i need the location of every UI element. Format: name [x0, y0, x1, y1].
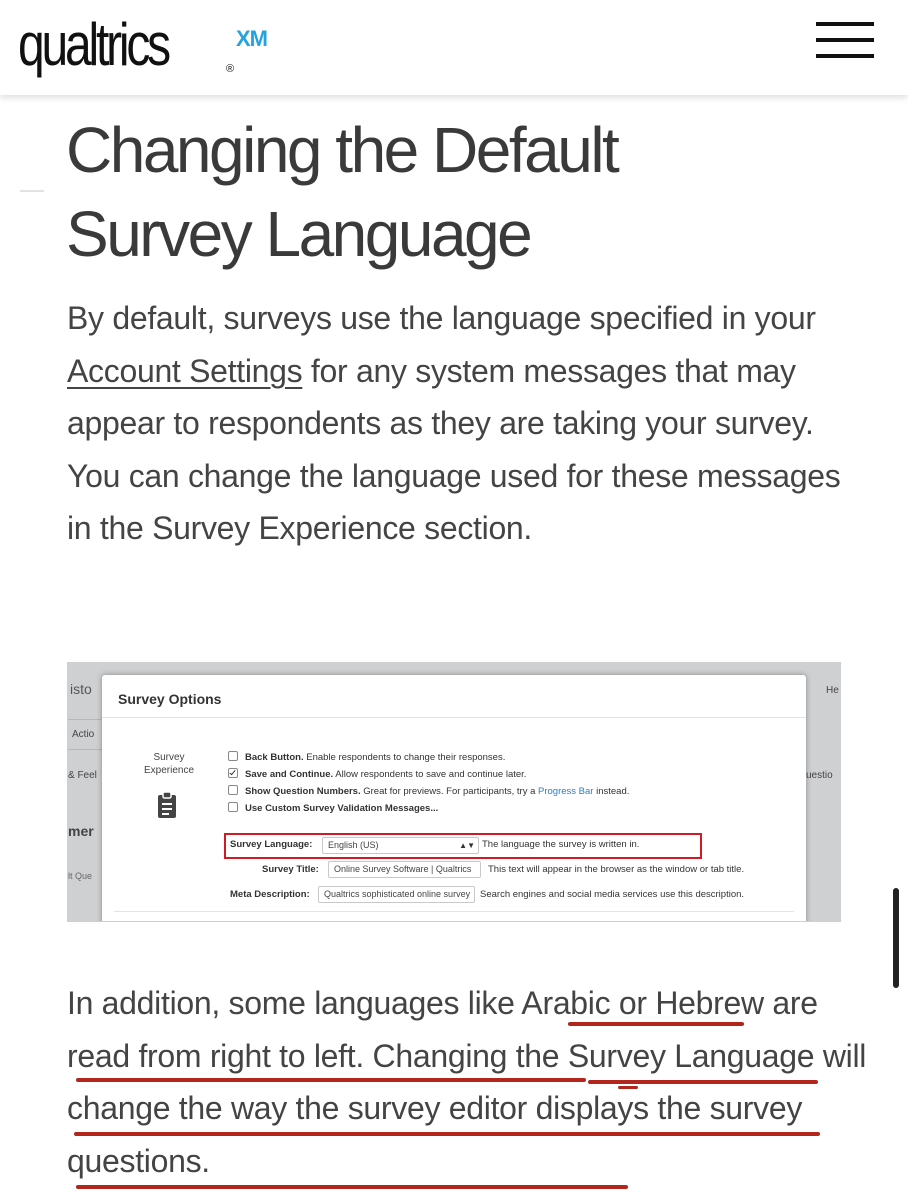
modal-title: Survey Options [118, 691, 222, 707]
title-line-1: Changing the Default [66, 114, 618, 186]
option-title: Use Custom Survey Validation Messages... [245, 803, 439, 814]
annotation-underline [618, 1086, 638, 1089]
annotation-underline [74, 1132, 820, 1136]
logo-xm: XM [236, 26, 267, 51]
meta-description-desc: Search engines and social media services use this description. [480, 889, 745, 900]
page-title [66, 108, 866, 276]
survey-options-modal [102, 675, 806, 922]
option-custom-validation [228, 802, 438, 815]
meta-description-input[interactable]: Qualtrics sophisticated online survey [318, 886, 475, 903]
annotation-underline [588, 1080, 818, 1084]
bg-fragment: He [826, 685, 839, 696]
option-desc: Great for previews. For participants, try a [360, 786, 539, 797]
option-desc: Allow respondents to save and continue later. [333, 769, 527, 780]
hamburger-menu-icon[interactable] [816, 18, 874, 62]
option-save-and-continue [228, 768, 526, 781]
intro-text-after: for any system messages that may appear to respondents as they are taking your survey. You can change the language used for these messages in the Survey Experience section. [67, 352, 841, 546]
account-settings-link[interactable]: Account Settings [67, 352, 303, 389]
modal-divider [114, 911, 794, 912]
bg-divider [68, 749, 102, 750]
logo-registered-mark: ® [226, 63, 235, 75]
survey-options-screenshot [67, 662, 841, 922]
bg-fragment: & Feel [68, 770, 97, 781]
survey-language-label: Survey Language: [230, 839, 313, 850]
progress-bar-link[interactable]: Progress Bar [538, 786, 594, 797]
intro-text-before: By default, surveys use the language specified in your [67, 300, 816, 336]
survey-experience-label: Survey Experience [143, 752, 195, 776]
bg-fragment: isto [70, 681, 92, 697]
survey-language-select[interactable] [322, 837, 479, 854]
option-title: Back Button. [245, 752, 304, 763]
bg-fragment: uestio [806, 770, 833, 781]
back-button-checkbox[interactable] [228, 751, 238, 761]
survey-language-value: English (US) [328, 840, 379, 850]
option-title: Show Question Numbers. [245, 786, 361, 797]
survey-title-input[interactable]: Online Survey Software | Qualtrics [328, 861, 481, 878]
option-back-button [228, 751, 505, 764]
modal-divider [102, 717, 806, 718]
option-desc-tail: instead. [593, 786, 630, 797]
site-header [0, 0, 908, 95]
clipboard-icon [156, 791, 178, 819]
bg-fragment: lt Que [68, 871, 93, 881]
bg-fragment: Actio [72, 729, 95, 740]
scrollbar-thumb[interactable] [893, 888, 899, 988]
bg-fragment: mer [68, 823, 94, 839]
rtl-paragraph: In addition, some languages like Arabic or Hebrew are read from right to left. Changing the Survey Language will change the way the survey editor displays the survey questions. [67, 985, 867, 1179]
select-arrows-icon: ▲▼ [459, 841, 475, 850]
title-line-2: Survey Language [66, 198, 531, 270]
survey-language-desc: The language the survey is written in. [482, 839, 640, 850]
survey-title-desc: This text will appear in the browser as the window or tab title. [488, 864, 745, 875]
survey-title-label: Survey Title: [262, 864, 319, 875]
annotation-underline [76, 1078, 586, 1082]
side-divider [20, 190, 44, 192]
save-continue-checkbox[interactable] [228, 768, 238, 778]
annotation-underline [568, 1022, 744, 1026]
option-title: Save and Continue. [245, 769, 334, 780]
intro-paragraph [67, 292, 857, 555]
option-show-question-numbers [228, 785, 629, 798]
logo-wordmark: qualtrics [18, 11, 168, 78]
option-desc: Enable respondents to change their responses. [303, 752, 506, 763]
question-numbers-checkbox[interactable] [228, 785, 238, 795]
meta-description-label: Meta Description: [230, 889, 310, 900]
custom-validation-checkbox[interactable] [228, 802, 238, 812]
annotation-underline [76, 1185, 628, 1189]
bg-divider [68, 719, 102, 720]
